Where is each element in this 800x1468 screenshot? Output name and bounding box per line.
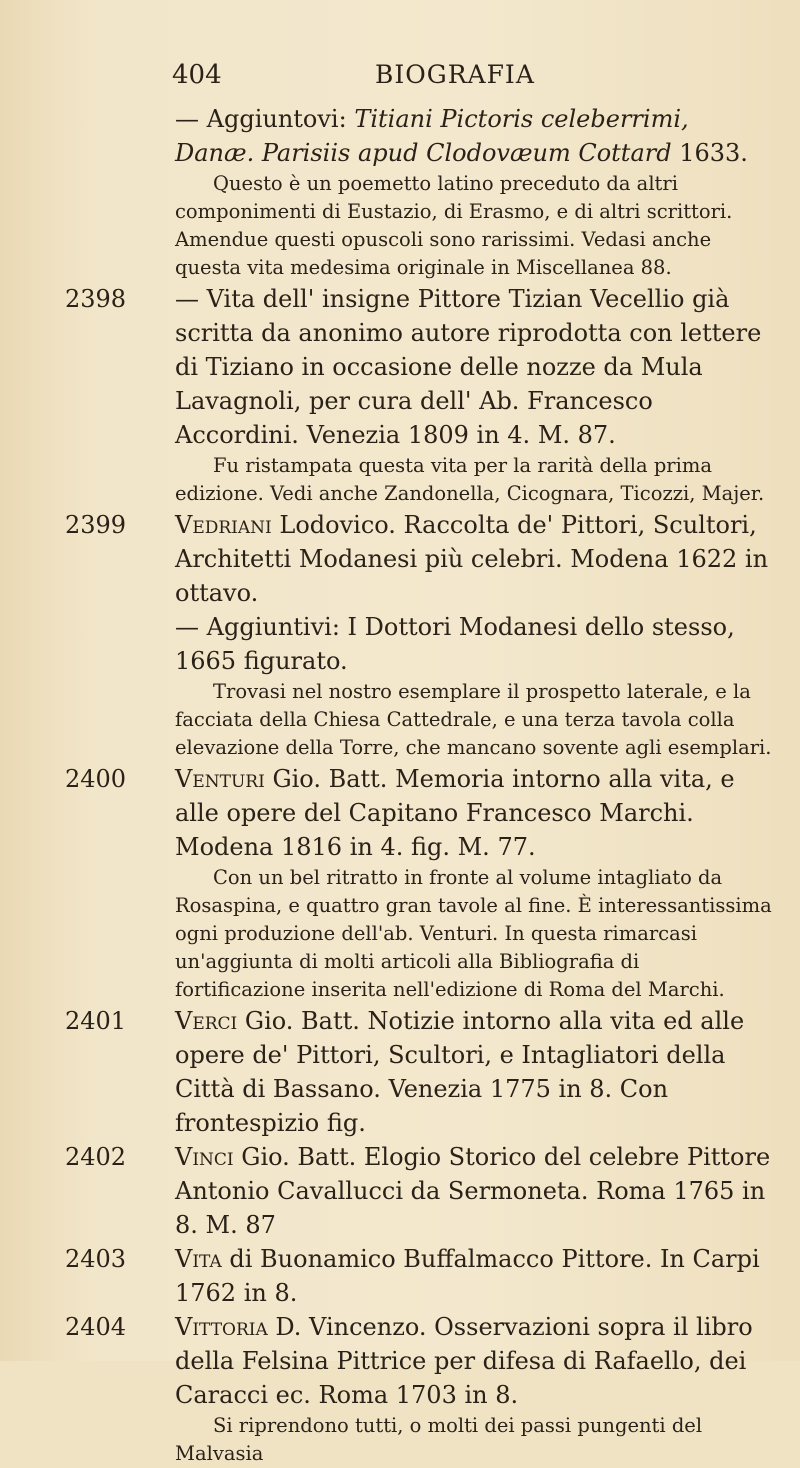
entry-note: Trovasi nel nostro esemplare il prospetto laterale, e la facciata della Chiesa Cattedrale, e una terza tavola colla elevazione della Torre, che mancano sovente agli esemplari. xyxy=(175,680,772,759)
entry-text-segment: Gio. Batt. Notizie intorno alla vita ed alle opere de' Pittori, Scultori, e Intagliatori della Città di Bassano. Venezia 1775 in 8. Con frontespizio fig. xyxy=(175,1007,745,1137)
entry-number: 2399 xyxy=(65,511,127,539)
entry-text-segment: Vedriani xyxy=(175,511,272,539)
entry-number: 2400 xyxy=(65,765,127,793)
entry-title xyxy=(175,102,775,170)
running-title: BIOGRAFIA xyxy=(375,60,535,89)
entry-title xyxy=(175,762,775,864)
entry-note: Si riprendono tutti, o molti dei passi pungenti del Malvasia xyxy=(175,1414,703,1465)
entry-title xyxy=(175,1140,775,1242)
entry-number: 2402 xyxy=(65,1143,127,1171)
bibliography-entry xyxy=(65,1310,775,1468)
entry-title xyxy=(175,282,775,452)
entry-text-segment: Vinci xyxy=(175,1143,234,1171)
bibliography-entry xyxy=(65,1140,775,1242)
entry-title xyxy=(175,508,775,610)
entry-title xyxy=(175,1310,775,1412)
bibliography-entry xyxy=(65,1004,775,1140)
bibliography-entry xyxy=(175,102,775,282)
bibliography-entry xyxy=(65,762,775,1004)
entry-text-segment: Lodovico. Raccolta de' Pittori, Scultori, Architetti Modanesi più celebri. Modena 1622 in ottavo. xyxy=(175,511,769,607)
entry-note: Con un bel ritratto in fronte al volume intagliato da Rosaspina, e quattro gran tavole al fine. È interessantissima ogni produzione dell'ab. Venturi. In questa rimarcasi un'aggiunta di molti articoli alla Bibliografia di fortificazione inserita nell'edizione di Roma del Marchi. xyxy=(175,866,772,1001)
entry-title xyxy=(175,1004,775,1140)
entry-number: 2401 xyxy=(65,1007,127,1035)
entry-text-segment: — Vita dell' insigne Pittore Tizian Vecellio già scritta da anonimo autore riprodotta con lettere di Tiziano in occasione delle nozze da Mula Lavagnoli, per cura dell' Ab. Francesco Accordini. Venezia 1809 in 4. M. 87. xyxy=(175,285,762,449)
entry-number: 2398 xyxy=(65,285,127,313)
bibliography-entry xyxy=(65,282,775,508)
entry-text-segment: Titiani Pictoris celeberrimi, Danæ. Parisiis apud Clodovæum Cottard xyxy=(175,105,689,167)
bibliography-entry xyxy=(65,508,775,762)
entry-text-segment: — Aggiuntovi: xyxy=(175,105,355,133)
entry-text-segment: di Buonamico Buffalmacco Pittore. In Carpi 1762 in 8. xyxy=(175,1245,760,1307)
entry-text-segment: 1633. xyxy=(671,139,748,167)
text-body xyxy=(65,102,775,1468)
entry-text-segment: Venturi xyxy=(175,765,265,793)
entry-text-segment: Verci xyxy=(175,1007,238,1035)
entry-addition: — Aggiuntivi: I Dottori Modanesi dello stesso, 1665 figurato. xyxy=(175,613,735,675)
entry-number: 2403 xyxy=(65,1245,127,1273)
entry-note: Questo è un poemetto latino preceduto da altri componimenti di Eustazio, di Erasmo, e di altri scrittori. Amendue questi opuscoli sono rarissimi. Vedasi anche questa vita medesima originale in Miscellanea 88. xyxy=(175,172,733,279)
entry-text-segment: Vita xyxy=(175,1245,222,1273)
entry-text-segment: D. Vincenzo. Osservazioni sopra il libro della Felsina Pittrice per difesa di Rafaello, dei Caracci ec. Roma 1703 in 8. xyxy=(175,1313,753,1409)
entry-text-segment: Gio. Batt. Elogio Storico del celebre Pittore Antonio Cavallucci da Sermoneta. Roma 1765 in 8. M. 87 xyxy=(175,1143,771,1239)
page-header xyxy=(0,60,800,100)
entry-text-segment: Gio. Batt. Memoria intorno alla vita, e alle opere del Capitano Francesco Marchi. Modena 1816 in 4. fig. M. 77. xyxy=(175,765,735,861)
entry-title xyxy=(175,1242,775,1310)
entry-note: Fu ristampata questa vita per la rarità della prima edizione. Vedi anche Zandonella, Cicognara, Ticozzi, Majer. xyxy=(175,454,765,505)
entry-number: 2404 xyxy=(65,1313,127,1341)
entry-text-segment: Vittoria xyxy=(175,1313,268,1341)
bibliography-entry xyxy=(65,1242,775,1310)
page-number: 404 xyxy=(172,60,222,90)
